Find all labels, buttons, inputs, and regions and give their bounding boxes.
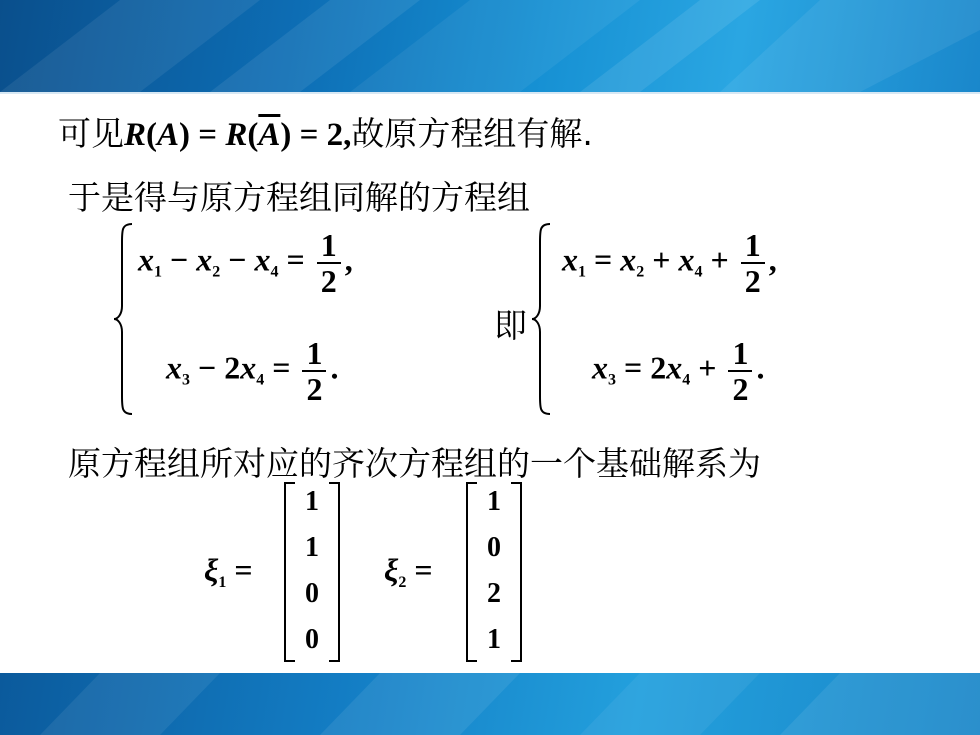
xi2-entry-3: 2 [487,578,501,609]
xi2-vector [466,482,522,658]
rank-statement [58,108,593,155]
namely-label: 即 [494,306,527,345]
fundamental-system-intro: 原方程组所对应的齐次方程组的一个基础解系为 [68,444,761,483]
text-prefix: 可见 [58,114,124,153]
xi1-entry-3: 0 [305,578,319,609]
rank-equation: $R(A) = R(\overline{A}) = 2$, [124,117,352,153]
right-eq-1: $x_1 = x_2 + x_4$ + $\frac{1}{2}$ , [562,227,777,299]
xi1-vector [284,482,340,658]
xi2-entry-2: 0 [487,532,501,563]
equivalent-system-intro: 于是得与原方程组同解的方程组 [68,178,530,217]
xi1-entry-1: 1 [305,486,319,517]
text-conclusion: 故原方程组有解. [351,114,593,153]
right-eq-2: $x_3 = 2x_4$ + $\frac{1}{2}$ . [592,335,765,407]
xi1-entry-4: 0 [305,624,319,655]
xi1-entry-2: 1 [305,532,319,563]
xi2-entry-4: 1 [487,624,501,655]
left-eq-1: $x_1 - x_2 - x_4$ = $\frac{1}{2}$ , [138,227,353,299]
footer-band [0,673,980,735]
header-band [0,0,980,92]
header-divider [0,92,980,94]
xi2-label: $\xi_2$ = [384,552,433,591]
right-system-brace [530,222,552,416]
left-system-brace [112,222,134,416]
xi2-entry-1: 1 [487,486,501,517]
xi1-label: $\xi_1$ = [204,552,253,591]
left-eq-2: $x_3 - 2x_4$ = $\frac{1}{2}$ . [166,335,339,407]
